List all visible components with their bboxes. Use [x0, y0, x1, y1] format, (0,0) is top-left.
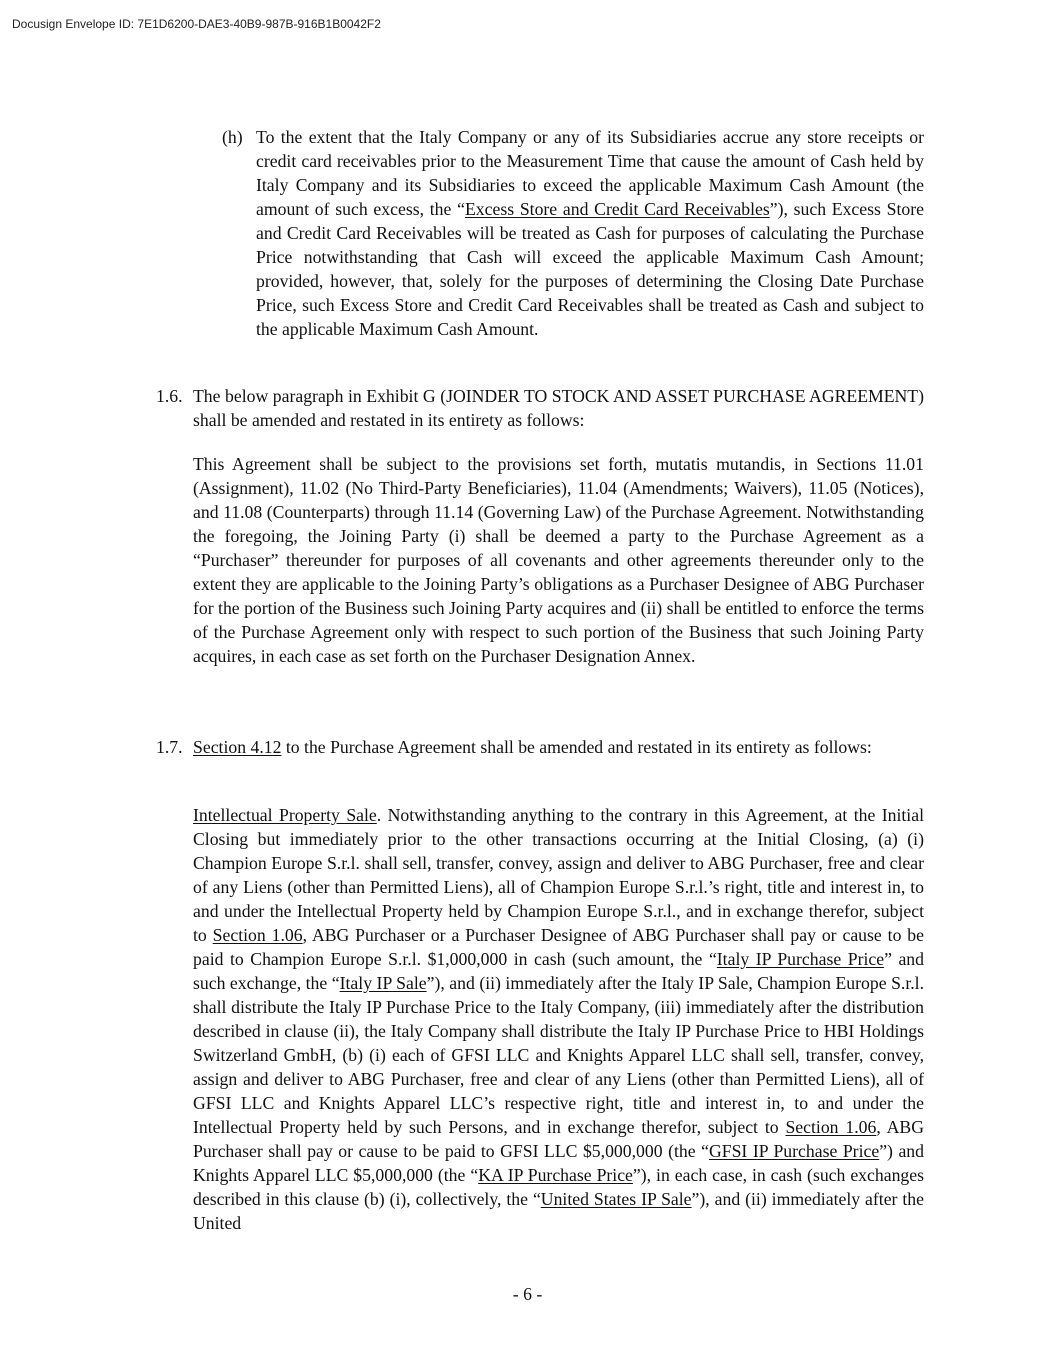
section-1-06-reference-2: Section 1.06 [785, 1117, 877, 1137]
section-1-06-reference: Section 1.06 [212, 925, 303, 945]
body-text-5: , ABG Purchaser shall pay or cause to be paid to GFSI LLC $5,000,000 (the “ [193, 1117, 924, 1161]
defined-term-italy-ip-purchase-price: Italy IP Purchase Price [716, 949, 885, 969]
clause-marker-h: (h) [222, 127, 243, 147]
defined-term-united-states-ip-sale: United States IP Sale [540, 1189, 692, 1209]
clause-h-paragraph [256, 125, 924, 341]
section-marker-1-6: 1.6. [156, 386, 183, 406]
page-number: - 6 - [512, 1284, 543, 1304]
section-4-12-reference: Section 4.12 [193, 737, 282, 757]
section-1-6-intro: The below paragraph in Exhibit G (JOINDER TO STOCK AND ASSET PURCHASE AGREEMENT) shall be amended and restated in its entirety as follows: [193, 386, 924, 430]
body-text-4: ”), and (ii) immediately after the Italy IP Sale, Champion Europe S.r.l. shall distribute the Italy IP Purchase Price to the Italy Company, (iii) immediately after the distribution described in clause (ii), the Italy Company shall distribute the Italy IP Purchase Price to HBI Holdings Switzerland GmbH, (b) (i) each of GFSI LLC and Knights Apparel LLC shall sell, transfer, convey, assign and deliver to ABG Purchaser, free and clear of any Liens (other than Permitted Liens), all of GFSI LLC and Knights Apparel LLC’s respective right, title and interest in, to and under the Intellectual Property held by such Persons, and in exchange therefor, subject to [193, 973, 924, 1137]
body-text-1: . Notwithstanding anything to the contrary in this Agreement, at the Initial Closing but immediately prior to the other transactions occurring at the Initial Closing, (a) (i) Champion Europe S.r.l. shall sell, transfer, convey, assign and deliver to ABG Purchaser, free and clear of any Liens (other than Permitted Liens), all of Champion Europe S.r.l.’s right, title and interest in, to and under the Intellectual Property held by Champion Europe S.r.l., and in exchange therefor, subject to [193, 805, 924, 945]
section-1-7-body [193, 803, 924, 1235]
body-text-8: ”), and (ii) immediately after the United [193, 1189, 924, 1233]
defined-term-excess-store-receivables: Excess Store and Credit Card Receivables [464, 199, 770, 219]
defined-term-italy-ip-sale: Italy IP Sale [339, 973, 427, 993]
body-text-2: , ABG Purchaser or a Purchaser Designee of ABG Purchaser shall pay or cause to be paid to Champion Europe S.r.l. $1,000,000 in cash (such amount, the “ [193, 925, 925, 969]
envelope-id-header: Docusign Envelope ID: 7E1D6200-DAE3-40B9-987B-916B1B0042F2 [12, 17, 381, 31]
body-text-7: ”), in each case, in cash (such exchanges described in this clause (b) (i), collectively, the “ [193, 1165, 924, 1209]
section-1-7-intro [193, 735, 924, 759]
defined-term-gfsi-ip-purchase-price: GFSI IP Purchase Price [708, 1141, 880, 1161]
section-1-6-body: This Agreement shall be subject to the provisions set forth, mutatis mutandis, in Sections 11.01 (Assignment), 11.02 (No Third-Party Beneficiaries), 11.04 (Amendments; Waivers), 11.05 (Notices), and 11.08 (Counterparts) through 11.14 (Governing Law) of the Purchase Agreement. Notwithstanding the foregoing, the Joining Party (i) shall be deemed a party to the Purchase Agreement as a “Purchaser” thereunder for purposes of all covenants and other agreements thereunder only to the extent they are applicable to the Joining Party’s obligations as a Purchaser Designee of ABG Purchaser for the portion of the Business such Joining Party acquires and (ii) shall be entitled to enforce the terms of the Purchase Agreement only with respect to such portion of the Business that such Joining Party acquires, in each case as set forth on the Purchaser Designation Annex. [193, 454, 924, 666]
defined-term-ka-ip-purchase-price: KA IP Purchase Price [478, 1165, 633, 1185]
body-text-6: ”) and Knights Apparel LLC $5,000,000 (the “ [193, 1141, 924, 1185]
section-marker-1-7: 1.7. [156, 737, 183, 757]
section-1-7-intro-text: to the Purchase Agreement shall be amended and restated in its entirety as follows: [281, 737, 872, 757]
clause-h-text-1: To the extent that the Italy Company or any of its Subsidiaries accrue any store receipts or credit card receivables prior to the Measurement Time that cause the amount of Cash held by Italy Company and its Subsidiaries to exceed the applicable Maximum Cash Amount (the amount of such excess, the “ [256, 127, 924, 219]
heading-intellectual-property-sale: Intellectual Property Sale [193, 805, 377, 825]
clause-h-text-2: ”), such Excess Store and Credit Card Receivables will be treated as Cash for purposes of calculating the Purchase Price notwithstanding that Cash will exceed the applicable Maximum Cash Amount; provided, however, that, solely for the purposes of determining the Closing Date Purchase Price, such Excess Store and Credit Card Receivables shall be treated as Cash and subject to the applicable Maximum Cash Amount. [256, 199, 924, 339]
body-text-3: ” and such exchange, the “ [193, 949, 924, 993]
